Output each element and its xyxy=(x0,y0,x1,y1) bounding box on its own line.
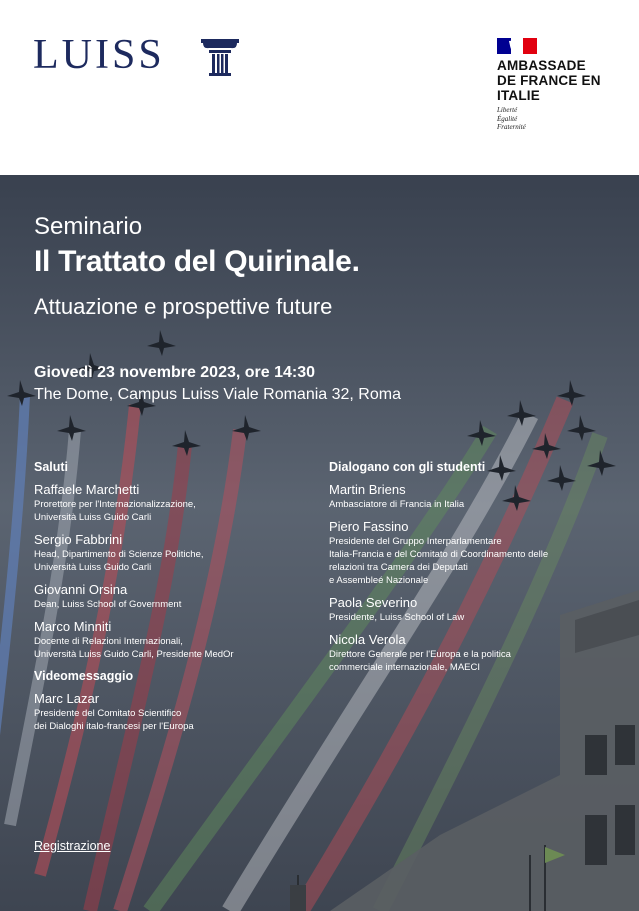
right-column xyxy=(329,460,619,682)
speaker-role: Prorettore per l'Internazionalizzazione, xyxy=(34,499,196,510)
republic-motto xyxy=(497,106,617,132)
speaker xyxy=(329,632,619,674)
speaker-role: Direttore Generale per l'Europa e la politica xyxy=(329,649,511,660)
speaker-role: Head, Dipartimento di Scienze Politiche, xyxy=(34,549,204,560)
speaker xyxy=(34,482,304,524)
event-date: Giovedì 23 novembre 2023, ore 14:30 xyxy=(34,364,316,381)
dialogano-heading: Dialogano con gli studenti xyxy=(329,460,486,474)
event-kicker: Seminario xyxy=(34,213,143,240)
speaker-role: Università Luiss Guido Carli xyxy=(34,562,152,573)
motto-line: Fraternité xyxy=(497,123,526,131)
speaker-role: dei Dialoghi italo-francesi per l'Europa xyxy=(34,721,194,732)
speaker-role: Presidente del Gruppo Interparlamentare xyxy=(329,536,502,547)
speaker-name: Marc Lazar xyxy=(34,691,100,706)
speaker xyxy=(34,691,304,733)
left-column xyxy=(34,460,304,741)
speaker xyxy=(34,582,304,611)
speaker xyxy=(329,595,619,624)
event-title: Il Trattato del Quirinale. xyxy=(34,245,360,278)
speaker-name: Martin Briens xyxy=(329,482,406,497)
speaker-role: Università Luiss Guido Carli xyxy=(34,512,152,523)
saluti-heading: Saluti xyxy=(34,460,69,474)
header xyxy=(0,0,639,175)
speaker-name: Giovanni Orsina xyxy=(34,582,128,597)
motto-line: Égalité xyxy=(497,114,518,123)
speaker-role: Ambasciatore di Francia in Italia xyxy=(329,499,465,510)
speaker-role: Docente di Relazioni Internazionali, xyxy=(34,636,183,647)
speaker-role: relazioni tra Camera dei Deputati xyxy=(329,562,468,573)
speaker xyxy=(329,519,619,587)
speaker xyxy=(329,482,619,511)
speaker-name: Marco Minniti xyxy=(34,619,112,634)
registration-link[interactable]: Registrazione xyxy=(34,839,111,853)
column-icon xyxy=(199,37,241,77)
speaker-name: Piero Fassino xyxy=(329,519,409,534)
hero-banner xyxy=(0,175,639,911)
ambassade-title: AMBASSADE DE FRANCE EN ITALIE xyxy=(497,58,601,103)
ambassade-logo xyxy=(497,38,617,132)
speaker xyxy=(34,532,304,574)
videomessaggio-heading: Videomessaggio xyxy=(34,669,134,683)
speaker-role: Presidente del Comitato Scientifico xyxy=(34,708,182,719)
speaker-role: e Assembleé Nazionale xyxy=(329,575,429,586)
speaker-role: commerciale internazionale, MAECI xyxy=(329,662,481,673)
speaker-name: Nicola Verola xyxy=(329,632,406,647)
speaker-name: Sergio Fabbrini xyxy=(34,532,123,547)
marianne-flag-icon xyxy=(497,38,537,54)
luiss-logo: LUISS xyxy=(33,32,165,78)
speaker xyxy=(34,619,304,661)
speaker-role: Presidente, Luiss School of Law xyxy=(329,612,465,623)
speaker-role: Italia-Francia e del Comitato di Coordinamento delle xyxy=(329,549,549,560)
speaker-name: Raffaele Marchetti xyxy=(34,482,140,497)
speaker-role: Università Luiss Guido Carli, Presidente MedOr xyxy=(34,649,234,660)
event-subtitle: Attuazione e prospettive future xyxy=(34,294,333,319)
speaker-name: Paola Severino xyxy=(329,595,418,610)
event-venue: The Dome, Campus Luiss Viale Romania 32, Roma xyxy=(34,386,401,403)
speaker-role: Dean, Luiss School of Government xyxy=(34,599,182,610)
motto-line: Liberté xyxy=(497,106,518,114)
